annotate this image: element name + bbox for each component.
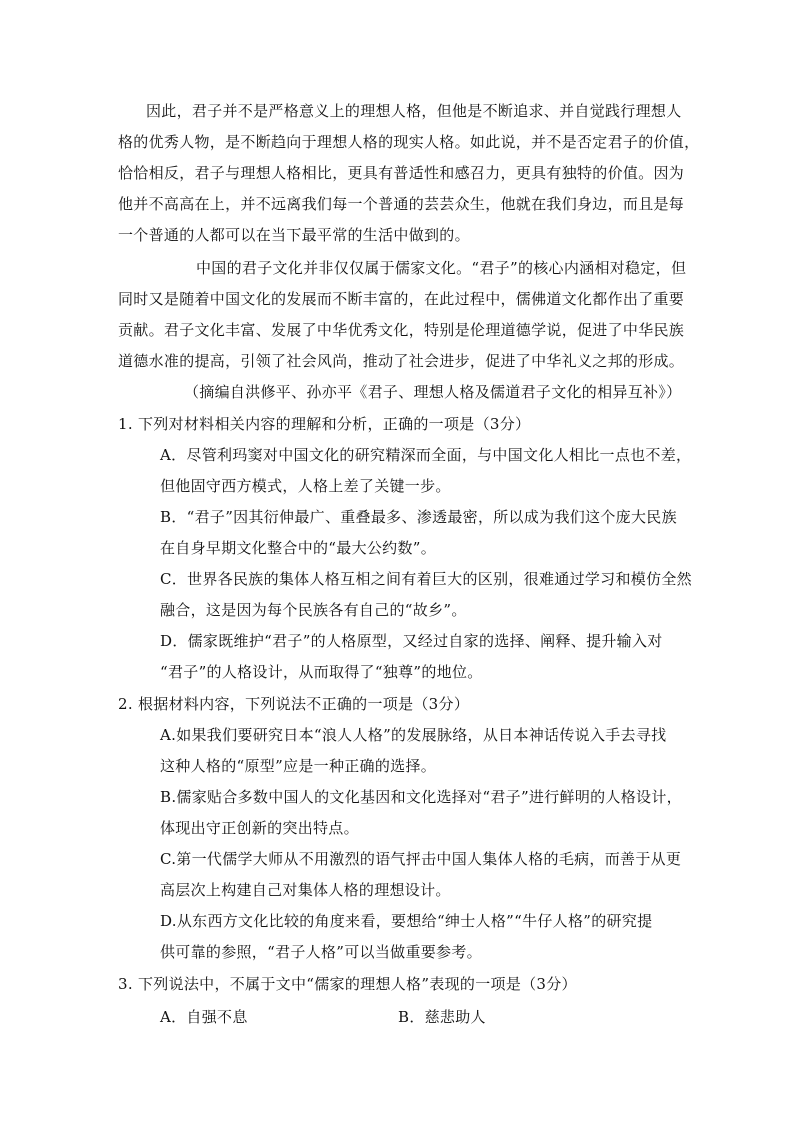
source-citation: （摘编自洪修平、孙亦平《君子、理想人格及儒道君子文化的相异互补》） bbox=[184, 383, 682, 401]
option-b: B．“君子”因其衍伸最广、重叠最多、渗透最密，所以成为我们这个庞大民族 bbox=[160, 508, 677, 526]
option-d-cont: 供可靠的参照，“君子人格”可以当做重要参考。 bbox=[160, 943, 482, 961]
option-d: D．儒家既维护“君子”的人格原型，又经过自家的选择、阐释、提升输入对 bbox=[160, 632, 663, 650]
text-line: 他并不高高在上，并不远离我们每一个普通的芸芸众生，他就在我们身边，而且是每 bbox=[118, 195, 685, 213]
text-line: 贡献。君子文化丰富、发展了中华优秀文化，特别是伦理道德学说，促进了中华民族 bbox=[118, 321, 685, 339]
text-line: 道德水准的提高，引领了社会风尚，推动了社会进步，促进了中华礼义之邦的形成。 bbox=[118, 352, 685, 370]
option-b: B.儒家贴合多数中国人的文化基因和文化选择对“君子”进行鲜明的人格设计， bbox=[160, 788, 682, 806]
text-line: 格的优秀人物，是不断趋向于理想人格的现实人格。如此说，并不是否定君子的价值， bbox=[118, 133, 700, 151]
question-stem: 3. 下列说法中，不属于文中“儒家的理想人格”表现的一项是（3分） bbox=[118, 975, 577, 993]
option-b-cont: 在自身早期文化整合中的“最大公约数”。 bbox=[160, 539, 437, 557]
text-line: 一个普通的人都可以在当下最平常的生活中做到的。 bbox=[118, 226, 470, 244]
option-c-cont: 融合，这是因为每个民族各有自己的“故乡”。 bbox=[160, 601, 467, 619]
option-a: A．尽管利玛窦对中国文化的研究精深而全面，与中国文化人相比一点也不差， bbox=[160, 446, 692, 464]
option-d: D.从东西方文化比较的角度来看，要想给“绅士人格”“牛仔人格”的研究提 bbox=[160, 912, 653, 930]
option-c: C.第一代儒学大师从不用激烈的语气抨击中国人集体人格的毛病，而善于从更 bbox=[160, 850, 682, 868]
option-c: C．世界各民族的集体人格互相之间有着巨大的区别，很难通过学习和模仿全然 bbox=[160, 570, 692, 588]
option-c-cont: 高层次上构建自己对集体人格的理想设计。 bbox=[160, 881, 451, 899]
option-d-cont: “君子”的人格设计，从而取得了“独尊”的地位。 bbox=[160, 663, 483, 681]
text-line: 恰恰相反，君子与理想人格相比，更具有普适性和感召力，更具有独特的价值。因为 bbox=[118, 164, 685, 182]
option-b: B．慈悲助人 bbox=[398, 1008, 486, 1026]
text-line: 同时又是随着中国文化的发展而不断丰富的，在此过程中，儒佛道文化都作出了重要 bbox=[118, 290, 685, 308]
option-a-cont: 这种人格的“原型”应是一种正确的选择。 bbox=[160, 757, 437, 775]
option-b-cont: 体现出守正创新的突出特点。 bbox=[160, 819, 359, 837]
option-a: A.如果我们要研究日本“浪人人格”的发展脉络，从日本神话传说入手去寻找 bbox=[160, 726, 667, 744]
option-a: A．自强不息 bbox=[160, 1008, 248, 1026]
option-a-cont: 但他固守西方模式，人格上差了关键一步。 bbox=[160, 477, 451, 495]
text-line: 中国的君子文化并非仅仅属于儒家文化。“君子”的核心内涵相对稳定，但 bbox=[196, 259, 687, 277]
text-line: 因此，君子并不是严格意义上的理想人格，但他是不断追求、并自觉践行理想人 bbox=[146, 102, 682, 120]
question-stem: 1. 下列对材料相关内容的理解和分析，正确的一项是（3分） bbox=[118, 415, 531, 433]
question-stem: 2. 根据材料内容，下列说法不正确的一项是（3分） bbox=[118, 695, 470, 713]
